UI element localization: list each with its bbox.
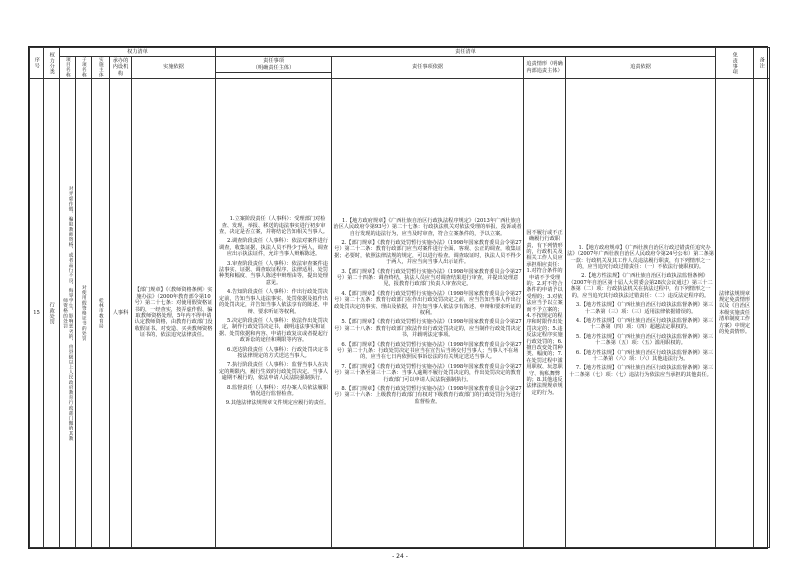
exemption-header: 免责事项 bbox=[716, 48, 754, 79]
duty-basis-header: 责任事项依据 bbox=[332, 57, 524, 79]
duty-item: 2.调查阶段责任（人事科）：依法对案件进行调查，收集证据，执法人员不得少于两人，调查应出示执法证件，允许当事人辩解陈述。 bbox=[219, 238, 328, 258]
duty-list-header: 责任清单 bbox=[216, 48, 716, 57]
duty-item: 3.审查阶段责任（人事科）：依法审查案件违法事实、证据、调查取证程序、法律适用、处罚种类和幅度、当事人陈述申辩理由等，提出处理意见。 bbox=[219, 260, 328, 286]
duty-item: 9.其他法律法规规章文件规定应履行的责任。 bbox=[225, 400, 330, 407]
accountability-basis-item: 5.【地方性法规】《广西壮族自治区行政执法监督条例》第三十二条第（五）项：（五）滥用职权的。 bbox=[575, 333, 714, 347]
category-header: 权力分类 bbox=[44, 48, 60, 79]
document-page bbox=[28, 46, 768, 549]
duty-item: 1.立案阶段责任（人事科）：受理部门对检查、发现、举报、移送的违法事实进行初步审查，决定是否立案，并将结论告知相关当事人。 bbox=[219, 216, 328, 236]
category-cell: 行政处罚 bbox=[44, 79, 60, 548]
subject-cell: 桂林市教育局 bbox=[92, 79, 110, 548]
duty-item: 6.送达阶段责任（人事科）：行政处罚决定书按法律规定的方式送达当事人。 bbox=[227, 346, 328, 359]
page-number: - 24 - bbox=[392, 553, 408, 560]
duty-basis-item: 2.【部门规章】《教育行政处罚暂行实施办法》（1998年国家教育委员会令第27号）第二十二条：教育行政部门应当对案件进行全面、客观、公正的调查，收集证据；必要时，依照法律法规的规定，可以进行检查。调查取证时，执法人员不得少于两人，并应当向当事人出示证件。 bbox=[334, 239, 522, 266]
item-name-cell: 对弄虚作假、骗取教师资格，或者品行不良、侮辱学生，影响恶劣的，由县级以上人民政府教育行政部门撤销其教师资格的处罚 bbox=[60, 79, 76, 548]
power-list-header: 权力清单 bbox=[60, 48, 216, 57]
duty-basis-item: 3.【部门规章】《教育行政处罚暂行实施办法》（1998年国家教育委员会令第27号）第二十四条：调查终结，执法人员应当对调查结果进行审查，并提出处理意见，报教育行政部门负责人审查决定。 bbox=[336, 268, 522, 288]
sub-item-cell: 对使用假资格证书的处罚 bbox=[76, 79, 92, 548]
accountability-basis-item: 3.【地方性法规】《广西壮族自治区行政执法监督条例》第三十二条第（三）项：（三）适用法律依据错误的。 bbox=[575, 302, 714, 315]
accountability-basis-cell bbox=[566, 79, 716, 548]
sub-item-header: 子项名称 bbox=[76, 57, 92, 79]
exemption-cell: 法律法规规章规定免责情形以及《自治区本级实施责任清单制度工作方案》中规定的免责情形。 bbox=[716, 79, 754, 548]
basis-cell: 【部门规章】《〈教师资格条例〉实施办法》（2000年教育部令第10号）第二十七条：对使用假资格证书的，一经查实，按弄虚作假、骗取教师资格处理，5年内不得申请认定教师资格，由教育行政部门没收假证书。对变造、买卖教师资格证书的，依法追究法律责任。 bbox=[132, 79, 216, 548]
inner-dept-header: 承办的内设机构 bbox=[110, 57, 132, 79]
accountability-basis-item: 7.【地方性法规】《广西壮族自治区行政执法监督条例》第三十二条第（七）项：（七）违法行为依法应当承担的其他责任。 bbox=[569, 365, 714, 378]
subject-header: 实施主体 bbox=[92, 57, 110, 79]
accountability-basis-item: 4.【地方性法规】《广西壮族自治区行政执法监督条例》第三十二条第（四）项：（四）超越法定职权的。 bbox=[575, 317, 714, 331]
remarks-cell bbox=[754, 79, 770, 548]
duty-item: 8.监督责任（人事科）：对办案人员依法履职情况进行监督检查。 bbox=[227, 384, 328, 397]
accountability-basis-item: 6.【地方性法规】《广西壮族自治区行政执法监督条例》第三十二条第（六）项：（六）其他违法行为。 bbox=[575, 349, 714, 362]
accountability-basis-item: 1.【地方政府规章】《广西壮族自治区行政过错责任追究办法》（2007年广西壮族自治区人民政府令第24号公布）第二条第一款：行政机关及其工作人员违法履行职责，有下列情形之一的，应当追究行政过错责任：（一）不依法行使职权的。 bbox=[567, 244, 714, 271]
accountability-basis-header: 追责依据 bbox=[566, 57, 716, 79]
table-row bbox=[30, 79, 770, 548]
duty-basis-item: 5.【部门规章】《教育行政处罚暂行实施办法》（1998年国家教育委员会令第27号）第二十八条：教育行政部门依法作出行政处罚决定的，应当制作行政处罚决定书，并载明法定事项。 bbox=[334, 319, 522, 339]
duty-item-header: 责任事项 （明确责任主体） bbox=[216, 57, 332, 73]
seq-cell: 15 bbox=[30, 79, 44, 548]
duty-item: 4.告知阶段责任（人事科）：作出行政处罚决定前，告知当事人违法事实、处罚依据及拟作出的处罚决定，并告知当事人依法享有的陈述、申辩、要求听证等权利。 bbox=[219, 289, 328, 315]
duty-basis-item: 8.【部门规章】《教育行政处罚暂行实施办法》（1998年国家教育委员会令第27号）第三十六条：上级教育行政部门有权对下级教育行政部门的行政处罚行为进行监督检查。 bbox=[334, 386, 522, 405]
inner-dept-cell: 人事科 bbox=[110, 79, 132, 548]
power-duty-table bbox=[29, 47, 770, 548]
duty-basis-item: 4.【部门规章】《教育行政处罚暂行实施办法》（1998年国家教育委员会令第27号）第二十五条：教育行政部门在作出行政处罚决定之前，应当告知当事人作出行政处罚决定的事实、理由及依据，并告知当事人依法享有陈述、申辩和要求听证的权利。 bbox=[334, 290, 522, 316]
seq-header: 序号 bbox=[30, 48, 44, 79]
basis-header: 实施依据 bbox=[132, 57, 216, 79]
duty-item: 5.决定阶段责任（人事科）：依法作出处罚决定，制作行政处罚决定书，载明违法事实和证据、处罚依据和内容、申请行政复议或者提起行政诉讼的途径和期限等内容。 bbox=[219, 317, 328, 344]
duty-basis-cell bbox=[332, 79, 524, 548]
item-name-header: 项目名称 bbox=[60, 57, 76, 79]
duty-basis-item: 6.【部门规章】《教育行政处罚暂行实施办法》（1998年国家教育委员会令第27号）第二十九条：行政处罚决定书应当在宣告后当场交付当事人；当事人不在场的，应当在七日内依照民事诉讼法的有关规定送达当事人。 bbox=[336, 341, 522, 361]
remarks-header: 备注 bbox=[754, 48, 770, 79]
header-row-1 bbox=[30, 48, 770, 57]
duty-item-cell bbox=[216, 79, 332, 548]
accountability-cell: 因不履行或不正确履行行政职责，有下列情形的，行政机关及相关工作人员应承担相应责任：1.对符合条件的申请不予受理的；2.对不符合条件的申请予以受理的；3.对依法应当予以立案而不予立案的；4.不按规定的程序和时限作出处罚决定的；5.违反法定程序实施行政处罚的；6.擅自改变处罚种类、幅度的；7.在处罚过程中滥用职权、玩忽职守、徇私舞弊的；8.其他违反法律法规规章规定的行为。 bbox=[524, 79, 566, 548]
duty-item: 7.执行阶段责任（人事科）：监督当事人在决定的期限内，履行生效的行政处罚决定。当事人逾期不履行的，依法申请人民法院强制执行。 bbox=[219, 362, 328, 382]
accountability-basis-item: 2.【地方性法规】《广西壮族自治区行政执法监督条例》（2007年自治区第十届人大常委会第28次会议通过）第三十二条第（二）项：行政执法机关在执法过程中，有下列情形之一的，应当追究其行政执法过错责任：（二）违反法定程序的。 bbox=[568, 273, 713, 299]
header-row-2 bbox=[30, 57, 770, 73]
duty-basis-item: 1.【地方政府规章】《广西壮族自治区行政执法程序规定》（2013年广西壮族自治区人民政府令第93号）第二十七条：行政执法机关对依法受理的举报、投诉或者自行发现的违法行为，应当及时审查，符合立案条件的，予以立案。 bbox=[333, 217, 522, 237]
accountability-header: 追责情形（明确内部追责主体） bbox=[524, 57, 566, 79]
duty-basis-item: 7.【部门规章】《教育行政处罚暂行实施办法》（1998年国家教育委员会令第27号）第三十条至第三十二条：当事人逾期不履行处罚决定的，作出处罚决定的教育行政部门可以申请人民法院强制执行。 bbox=[334, 363, 522, 383]
